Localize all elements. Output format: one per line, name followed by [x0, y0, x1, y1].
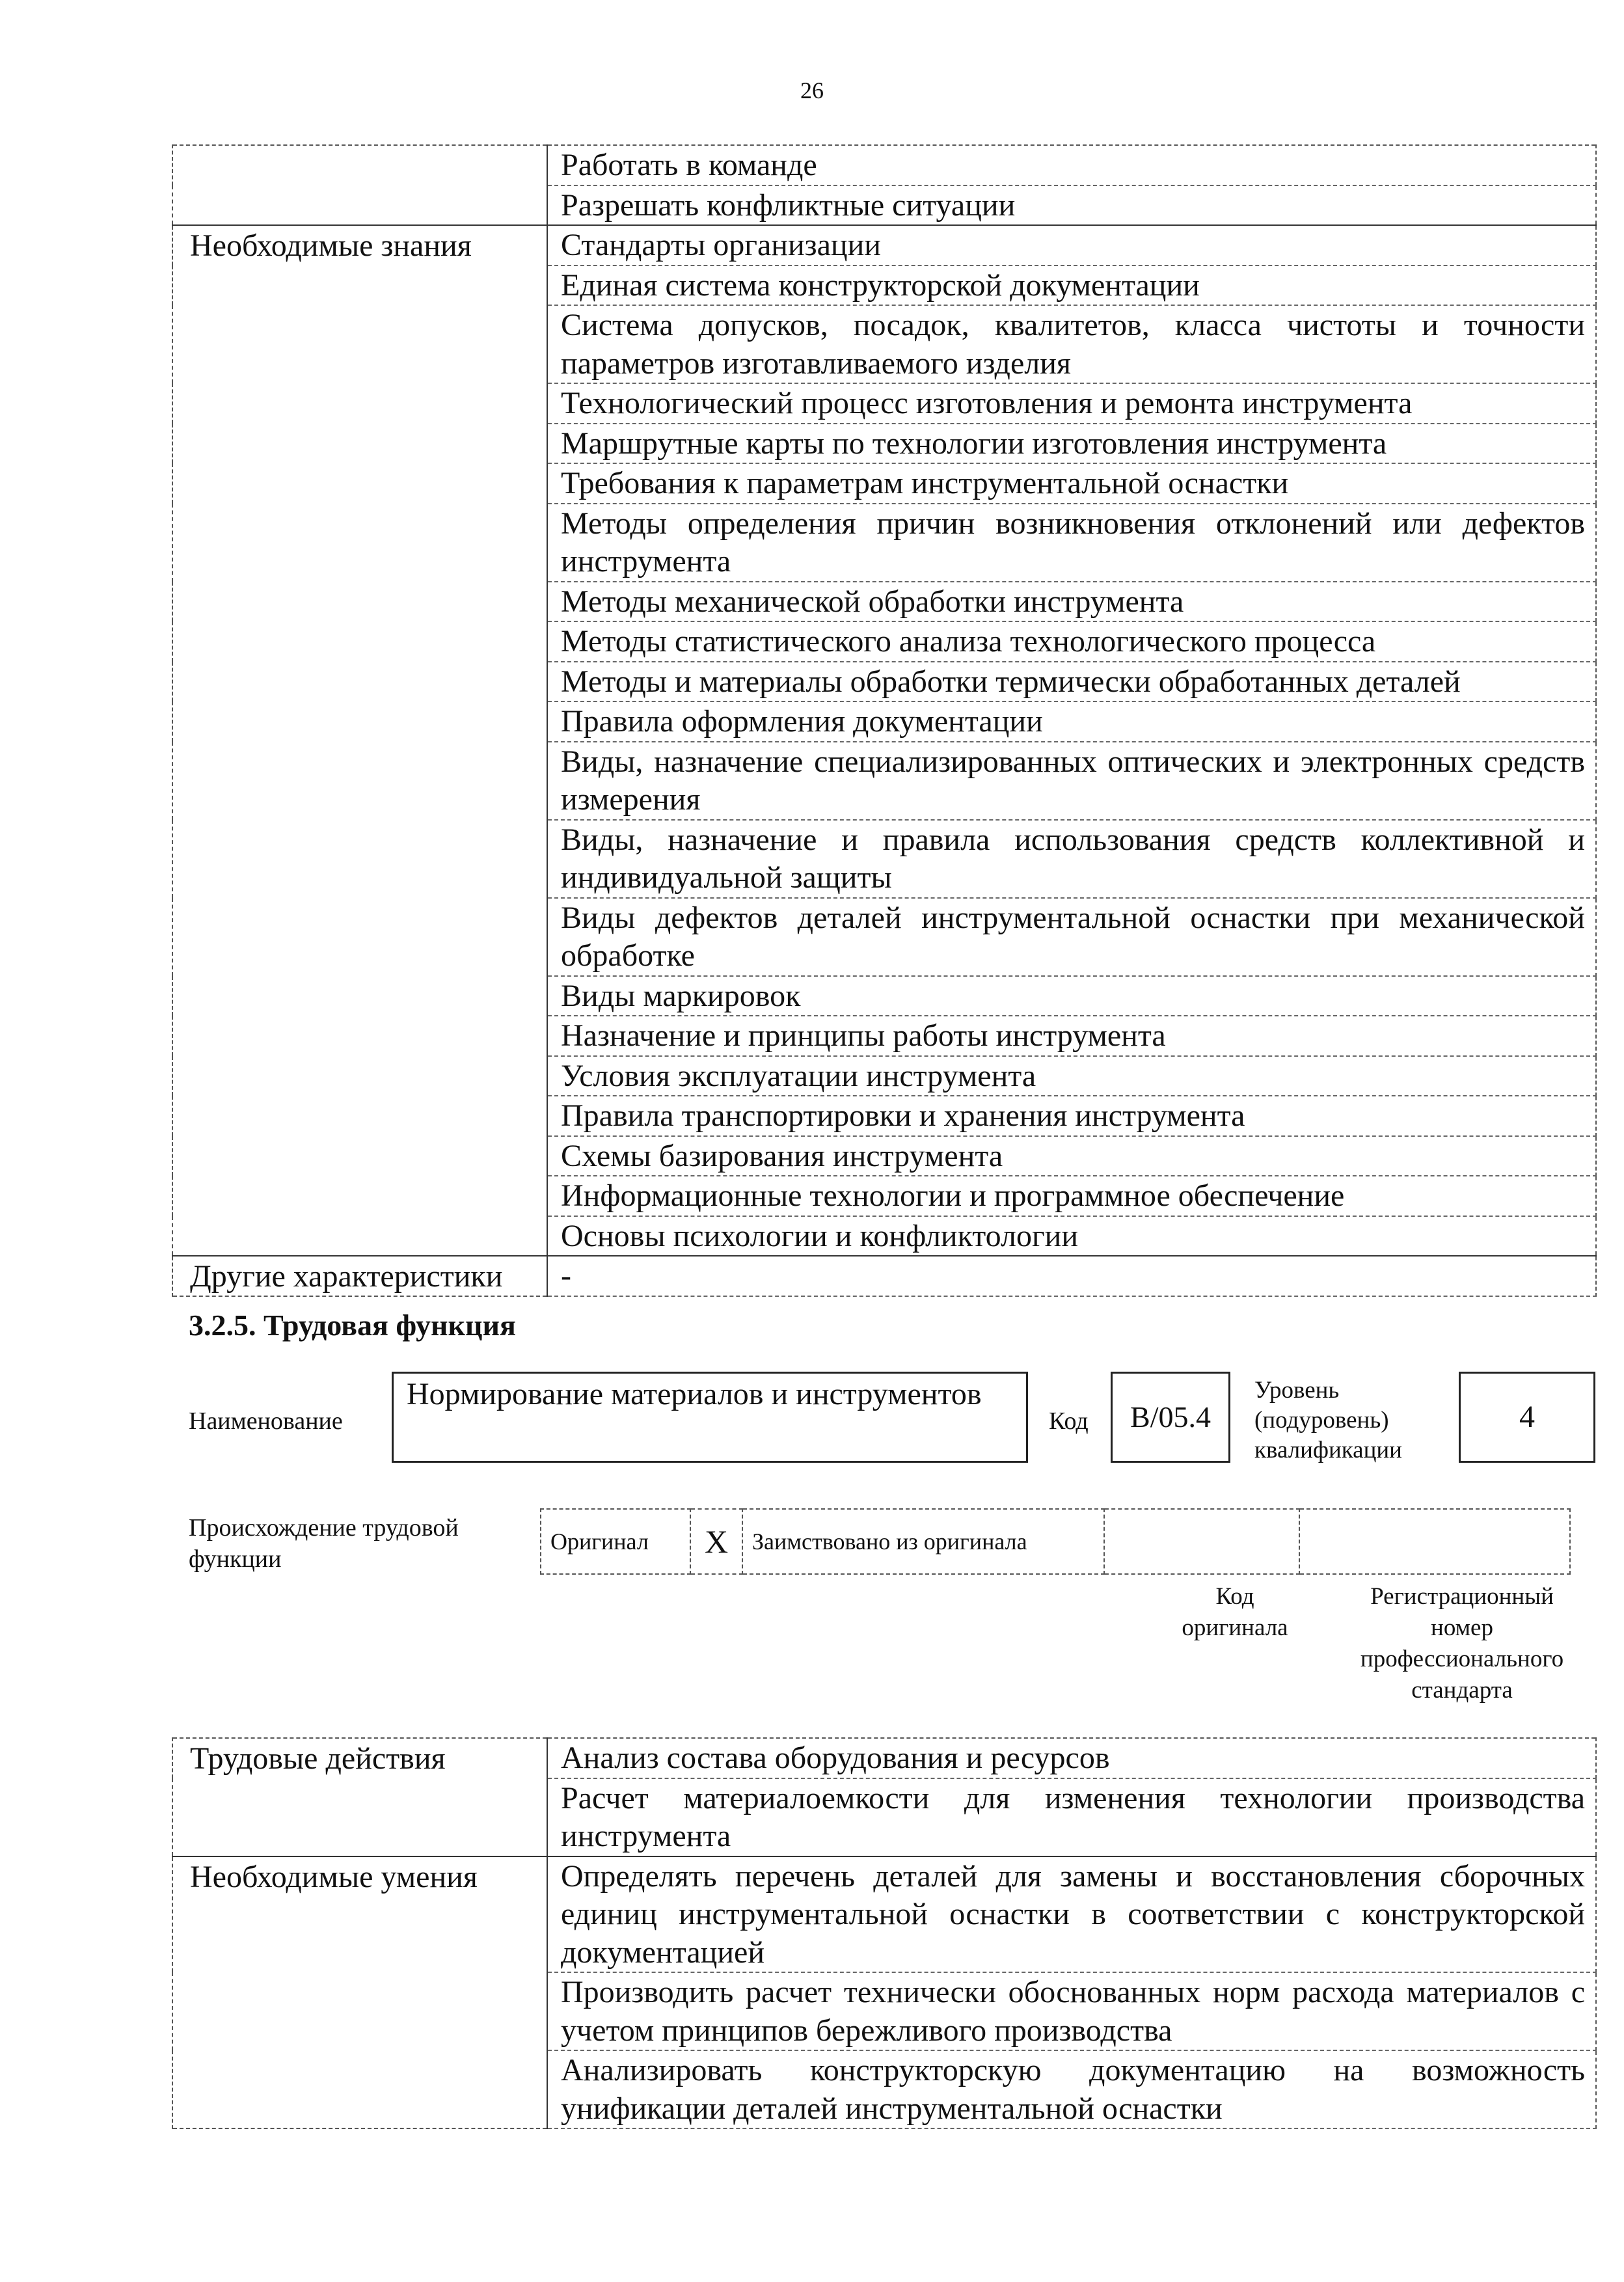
origin-label: Происхождение трудовой функции — [189, 1514, 459, 1573]
table-row — [172, 145, 1596, 185]
origin-borrowed: Заимствовано из оригинала — [742, 1509, 1104, 1574]
row-item: - — [547, 1256, 1596, 1296]
code-label: Код — [1049, 1407, 1089, 1435]
row-item: Методы статистического анализа технологического процесса — [547, 621, 1596, 662]
row-item: Технологический процесс изготовления и ремонта инструмента — [547, 383, 1596, 424]
row-item: Расчет материалоемкости для изменения технологии производства инструмента — [547, 1778, 1596, 1856]
code-value-box: В/05.4 — [1111, 1372, 1230, 1463]
row-label — [172, 145, 547, 225]
knowledge-table — [172, 144, 1597, 1297]
row-item: Маршрутные карты по технологии изготовления инструмента — [547, 424, 1596, 464]
actions-skills-table — [172, 1737, 1597, 2129]
row-item: Анализ состава оборудования и ресурсов — [547, 1738, 1596, 1778]
origin-table — [540, 1508, 1571, 1575]
section-heading: 3.2.5. Трудовая функция — [189, 1309, 516, 1342]
origin-original: Оригинал — [541, 1509, 690, 1574]
row-item: Правила транспортировки и хранения инструмента — [547, 1096, 1596, 1136]
row-item: Схемы базирования инструмента — [547, 1136, 1596, 1176]
level-value-box: 4 — [1459, 1372, 1595, 1463]
row-item: Условия эксплуатации инструмента — [547, 1056, 1596, 1096]
row-item: Виды, назначение специализированных оптических и электронных средств измерения — [547, 742, 1596, 820]
row-item: Назначение и принципы работы инструмента — [547, 1016, 1596, 1056]
row-item: Виды дефектов деталей инструментальной оснастки при механической обработке — [547, 898, 1596, 976]
row-item: Виды, назначение и правила использования средств коллективной и индивидуальной защиты — [547, 820, 1596, 898]
origin-code-cell — [1104, 1509, 1299, 1574]
row-item: Методы и материалы обработки термически обработанных деталей — [547, 662, 1596, 702]
row-item: Требования к параметрам инструментальной оснастки — [547, 463, 1596, 504]
row-item: Анализировать конструкторскую документацию на возможность унификации деталей инструментальной оснастки — [547, 2050, 1596, 2128]
row-item: Работать в команде — [547, 145, 1596, 185]
row-label: Трудовые действия — [172, 1738, 547, 1856]
row-item: Методы механической обработки инструмента — [547, 582, 1596, 622]
row-label: Необходимые знания — [172, 225, 547, 1256]
origin-mark: X — [690, 1509, 742, 1574]
table-row — [172, 1738, 1596, 1778]
row-item: Единая система конструкторской документации — [547, 265, 1596, 306]
row-item: Определять перечень деталей для замены и восстановления сборочных единиц инструментальной оснастки в соответствии с конструкторской документацией — [547, 1856, 1596, 1973]
table-row — [172, 1256, 1596, 1296]
name-value-box: Нормирование материалов и инструментов — [392, 1372, 1028, 1463]
table-row — [172, 1856, 1596, 1973]
registration-caption: Регистрационный номер профессионального стандарта — [1360, 1583, 1564, 1704]
row-item: Виды маркировок — [547, 976, 1596, 1016]
origin-reg-cell — [1299, 1509, 1570, 1574]
name-label: Наименование — [189, 1407, 343, 1435]
row-item: Производить расчет технически обоснованных норм расхода материалов с учетом принципов бережливого производства — [547, 1972, 1596, 2050]
row-item: Разрешать конфликтные ситуации — [547, 185, 1596, 226]
row-item: Система допусков, посадок, квалитетов, класса чистоты и точности параметров изготавливаемого изделия — [547, 305, 1596, 383]
row-item: Основы психологии и конфликтологии — [547, 1216, 1596, 1256]
page-number: 26 — [800, 77, 824, 103]
row-item: Информационные технологии и программное обеспечение — [547, 1176, 1596, 1216]
row-label: Необходимые умения — [172, 1856, 547, 2129]
code-original-caption: Код оригинала — [1182, 1583, 1288, 1641]
row-label: Другие характеристики — [172, 1256, 547, 1296]
row-item: Методы определения причин возникновения отклонений или дефектов инструмента — [547, 504, 1596, 582]
row-item: Правила оформления документации — [547, 701, 1596, 742]
level-label: Уровень (подуровень) квалификации — [1254, 1377, 1402, 1463]
table-row — [172, 225, 1596, 265]
row-item: Стандарты организации — [547, 225, 1596, 265]
